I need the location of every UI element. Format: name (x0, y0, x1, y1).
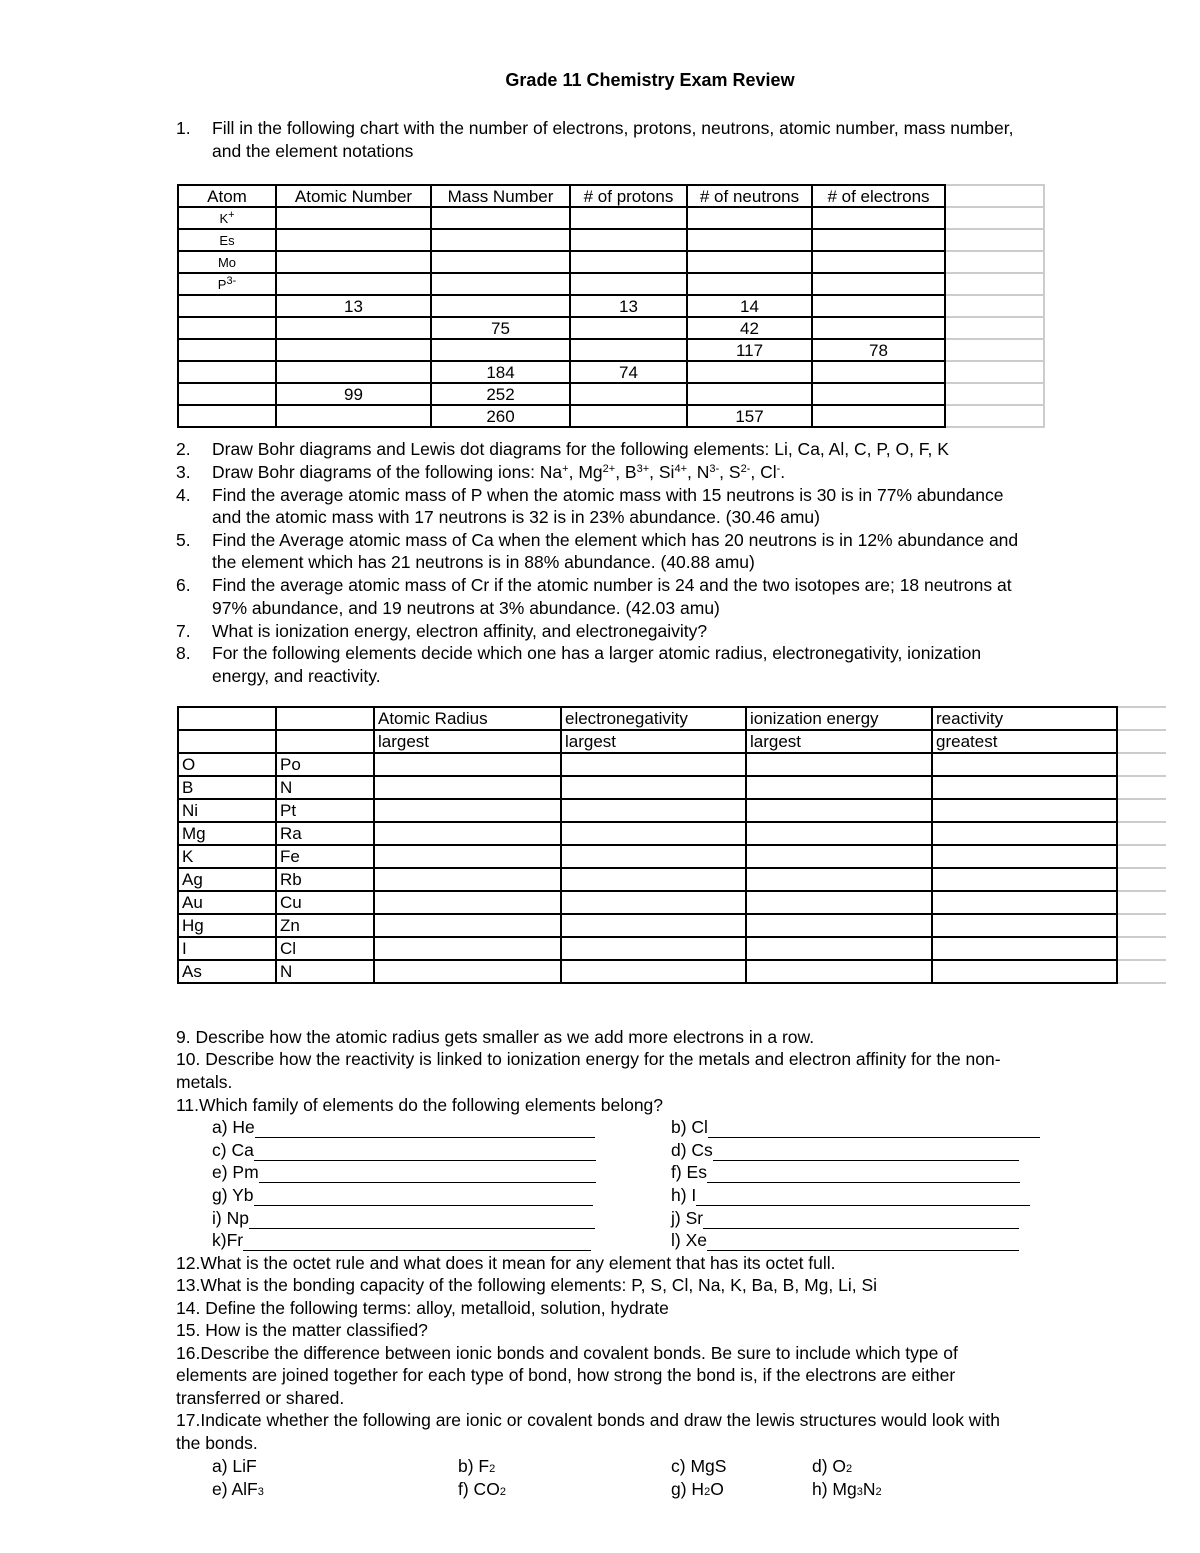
table-cell: 117 (687, 339, 812, 361)
list-item: h) I (671, 1184, 1030, 1206)
table-row (178, 273, 1044, 295)
table-cell: 157 (687, 405, 812, 427)
table-cell: 13 (276, 295, 431, 317)
formula-item: a) LiF (212, 1456, 257, 1476)
table-cell: 75 (431, 317, 570, 339)
table-row: K Fe (178, 845, 1166, 868)
question-14: 14. Define the following terms: alloy, metalloid, solution, hydrate (176, 1298, 669, 1318)
list-item: c) Ca (212, 1139, 596, 1161)
list-item: f) Es (671, 1161, 1020, 1183)
question-8: 8. For the following elements decide which one has a larger atomic radius, electronegativity, ionization (176, 643, 982, 663)
table-cell: 252 (431, 383, 570, 405)
table-cell: 260 (431, 405, 570, 427)
atom-cell: Mo (178, 251, 276, 273)
formula-item: d) $O_2$ (812, 1456, 853, 1476)
table-row (178, 251, 1044, 273)
table-header-row (178, 707, 1166, 730)
column-header: Mass Number (431, 185, 570, 207)
page-title: Grade 11 Chemistry Exam Review (505, 70, 795, 90)
formula-item: b) $F_2$ (458, 1456, 496, 1476)
table-cell: 78 (812, 339, 945, 361)
question-6: 6. Find the average atomic mass of Cr if the atomic number is 24 and the two isotopes are; 18 neutrons at (176, 575, 1012, 595)
table-row: O Po (178, 753, 1166, 776)
table-cell: 14 (687, 295, 812, 317)
question-12: 12.What is the octet rule and what does it mean for any element that has its octet full. (176, 1253, 836, 1273)
answer-blank[interactable] (713, 1142, 1019, 1161)
table-row (178, 339, 1044, 361)
list-item: k)Fr (212, 1229, 591, 1251)
list-item: e) Pm (212, 1161, 596, 1183)
table-header-row (178, 185, 1044, 207)
list-item: i) Np (212, 1207, 595, 1229)
ghost-cell (945, 185, 1044, 207)
question-16: 16.Describe the difference between ionic bonds and covalent bonds. Be sure to include which type of (176, 1343, 958, 1363)
column-header: Atom (178, 185, 276, 207)
column-header: electronegativity (561, 707, 746, 730)
question-5: 5. Find the Average atomic mass of Ca when the element which has 20 neutrons is in 12% abundance and (176, 530, 1019, 550)
answer-blank[interactable] (707, 1232, 1019, 1251)
answer-blank[interactable] (254, 1142, 596, 1161)
table-row (178, 207, 1044, 229)
periodic-trends-table (177, 706, 1166, 984)
table-row (178, 361, 1044, 383)
question-15: 15. How is the matter classified? (176, 1320, 428, 1340)
atom-cell: K+ (178, 207, 276, 229)
answer-blank[interactable] (696, 1187, 1030, 1206)
table-row: I Cl (178, 937, 1166, 960)
formula-item: c) MgS (671, 1456, 727, 1476)
list-item: l) Xe (671, 1229, 1019, 1251)
column-header: Atomic Number (276, 185, 431, 207)
atom-cell: $P^{3-}$ (178, 273, 276, 295)
table-row: Ag Rb (178, 868, 1166, 891)
formula-item: f) $CO_2$ (458, 1479, 506, 1499)
question-11: 11.Which family of elements do the following elements belong? (176, 1095, 664, 1115)
column-header: reactivity (932, 707, 1117, 730)
answer-blank[interactable] (707, 1164, 1020, 1183)
column-header: # of neutrons (687, 185, 812, 207)
question-7: 7. What is ionization energy, electron affinity, and electronegaivity? (176, 621, 708, 641)
question-13: 13.What is the bonding capacity of the following elements: P, S, Cl, Na, K, Ba, B, Mg, Li, Si (176, 1275, 878, 1295)
formula-item: e) AlF$_3$ (212, 1479, 264, 1499)
column-header: # of electrons (812, 185, 945, 207)
answer-blank[interactable] (259, 1164, 596, 1183)
table-row: Mg Ra (178, 822, 1166, 845)
list-item: d) Cs (671, 1139, 1019, 1161)
column-header: ionization energy (746, 707, 932, 730)
formula-item: h) $Mg_3N_2$ (812, 1479, 882, 1499)
table-row: Au Cu (178, 891, 1166, 914)
table-row (178, 295, 1044, 317)
question-3: 3. Draw Bohr diagrams of the following ions: Na+, $Mg^{2+}$, $B^{3+}$, $Si^{4+}$, $N^{3-}$, $S^{2-}$, Cl-. (176, 462, 786, 482)
table-cell: 13 (570, 295, 687, 317)
list-item: b) Cl (671, 1116, 1040, 1138)
list-item: j) Sr (671, 1207, 1019, 1229)
answer-blank[interactable] (703, 1210, 1019, 1229)
table-subheader-row: largest largest largest greatest (178, 730, 1166, 753)
question-2: 2. Draw Bohr diagrams and Lewis dot diagrams for the following elements: Li, Ca, Al, C, P, O, F, K (176, 439, 949, 459)
list-item: g) Yb (212, 1184, 593, 1206)
table-cell: 74 (570, 361, 687, 383)
list-item: a) He (212, 1116, 595, 1138)
answer-blank[interactable] (254, 1187, 593, 1206)
column-header: Atomic Radius (374, 707, 561, 730)
table-cell: 184 (431, 361, 570, 383)
question-4: 4. Find the average atomic mass of P when the atomic mass with 15 neutrons is 30 is in 77% abundance (176, 485, 1004, 505)
table-row (178, 229, 1044, 251)
table-row: As N (178, 960, 1166, 983)
formula-item: g) $H_2O$ (671, 1479, 724, 1499)
column-header: # of protons (570, 185, 687, 207)
atom-cell: Es (178, 229, 276, 251)
answer-blank[interactable] (243, 1232, 591, 1251)
answer-blank[interactable] (255, 1119, 595, 1138)
table-cell: 42 (687, 317, 812, 339)
question-9: 9. Describe how the atomic radius gets smaller as we add more electrons in a row. (176, 1027, 815, 1047)
question-17: 17.Indicate whether the following are ionic or covalent bonds and draw the lewis structures would look with (176, 1410, 1000, 1430)
answer-blank[interactable] (708, 1119, 1040, 1138)
atom-chart-table (177, 184, 1045, 428)
table-row (178, 405, 1044, 427)
question-1-cont: and the element notations (212, 141, 414, 161)
table-row: Hg Zn (178, 914, 1166, 937)
question-10: 10. Describe how the reactivity is linked to ionization energy for the metals and electron affinity for the non- (176, 1049, 1001, 1069)
table-row: Ni Pt (178, 799, 1166, 822)
table-row (178, 383, 1044, 405)
answer-blank[interactable] (249, 1210, 595, 1229)
question-1: 1. Fill in the following chart with the number of electrons, protons, neutrons, atomic number, mass number, (176, 118, 1014, 138)
table-row (178, 317, 1044, 339)
table-cell: 99 (276, 383, 431, 405)
question-number: 1. (176, 118, 191, 138)
table-row: B N (178, 776, 1166, 799)
